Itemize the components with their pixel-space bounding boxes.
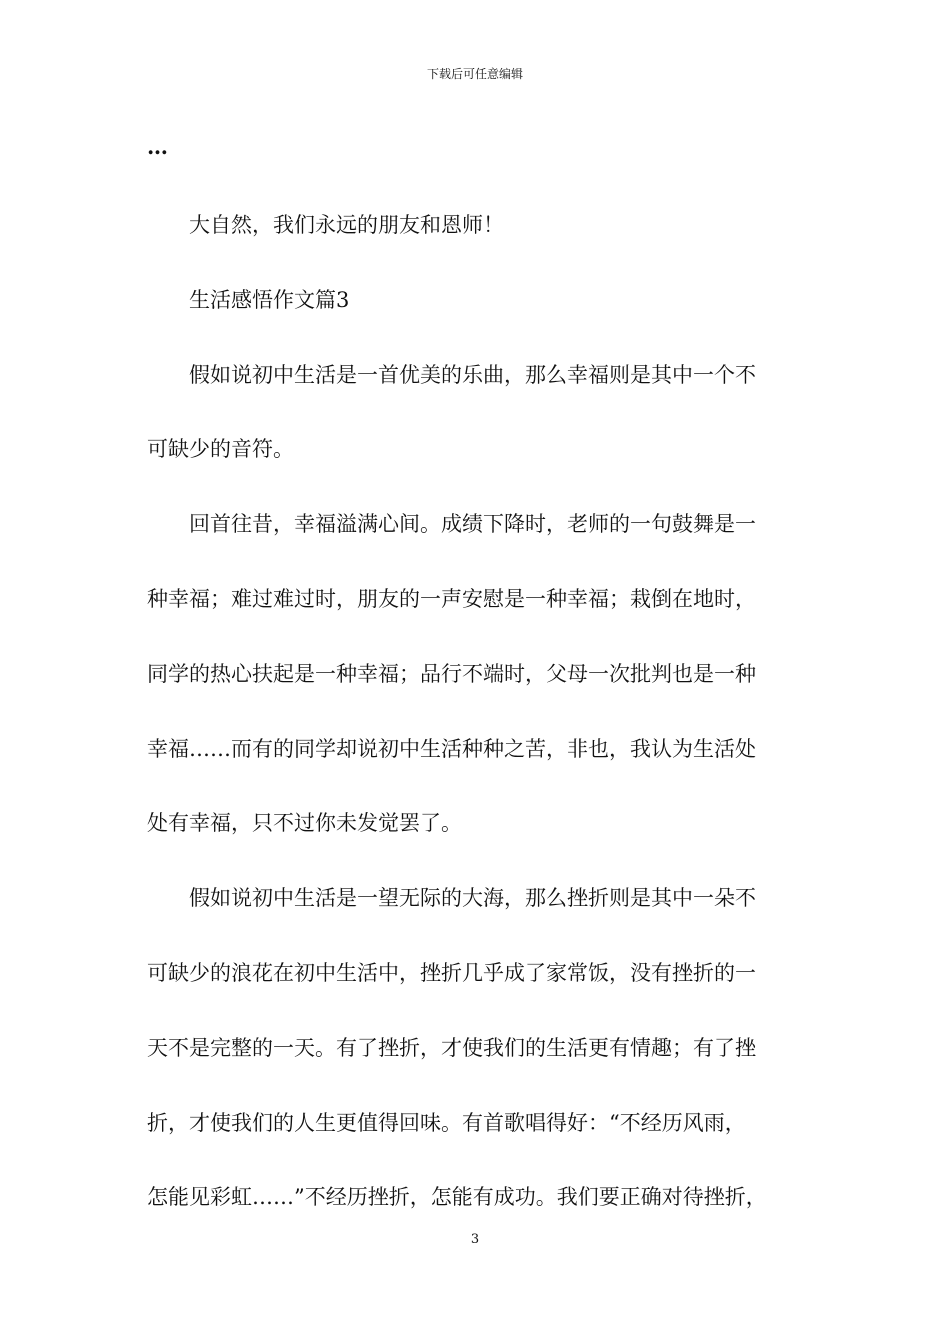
paragraph-line: 大自然，我们永远的朋友和恩师！ xyxy=(189,213,504,237)
paragraph-line: 假如说初中生活是一望无际的大海，那么挫折则是其中一朵不 xyxy=(189,886,756,910)
continuation-ellipsis: … xyxy=(147,134,169,159)
paragraph-line: 处有幸福，只不过你未发觉罢了。 xyxy=(147,811,462,835)
page-header: 下载后可任意编辑 xyxy=(426,67,523,81)
paragraph-line: 怎能见彩虹……”不经历挫折，怎能有成功。我们要正确对待挫折， xyxy=(147,1185,767,1209)
paragraph-line: 回首往昔，幸福溢满心间。成绩下降时，老师的一句鼓舞是一 xyxy=(189,512,756,536)
page-number: 3 xyxy=(470,1232,480,1247)
paragraph-line: 折，才使我们的人生更值得回味。有首歌唱得好：“不经历风雨， xyxy=(147,1111,746,1135)
paragraph-line: 同学的热心扶起是一种幸福；品行不端时，父母一次批判也是一种 xyxy=(147,662,756,686)
paragraph-line: 天不是完整的一天。有了挫折，才使我们的生活更有情趣；有了挫 xyxy=(147,1036,756,1060)
paragraph-line: 假如说初中生活是一首优美的乐曲，那么幸福则是其中一个不 xyxy=(189,363,756,387)
paragraph-line: 可缺少的音符。 xyxy=(147,437,294,461)
paragraph-line: 幸福……而有的同学却说初中生活种种之苦，非也，我认为生活处 xyxy=(147,737,756,761)
section-heading: 生活感悟作文篇3 xyxy=(189,288,350,312)
paragraph-line: 可缺少的浪花在初中生活中，挫折几乎成了家常饭，没有挫折的一 xyxy=(147,961,756,985)
paragraph-line: 种幸福；难过难过时，朋友的一声安慰是一种幸福；栽倒在地时， xyxy=(147,587,756,611)
